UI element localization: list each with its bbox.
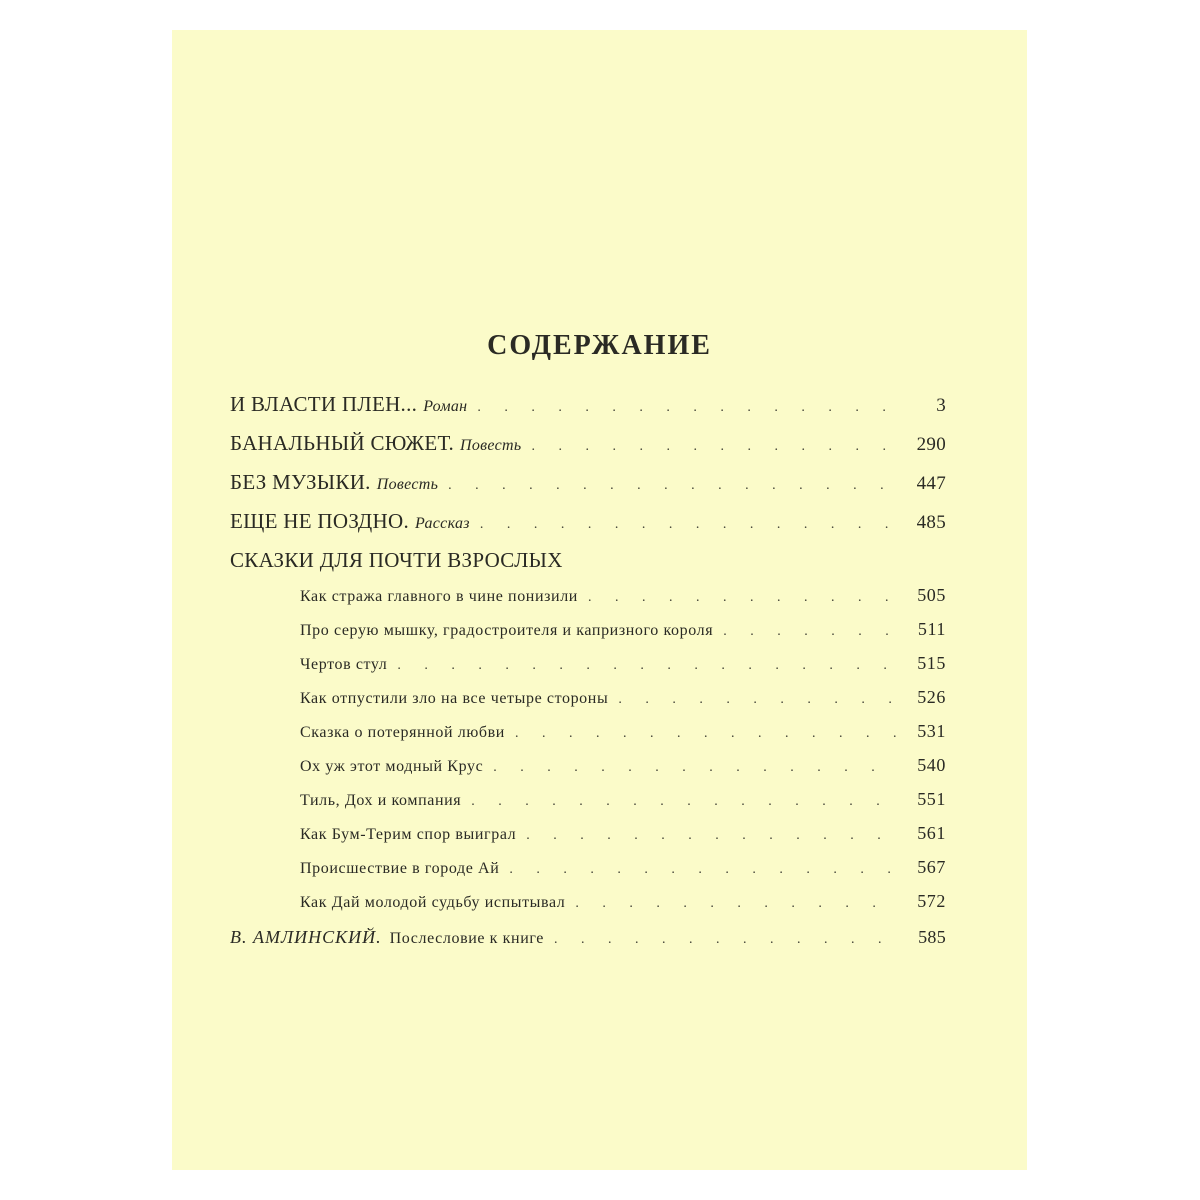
page-title: СОДЕРЖАНИЕ: [487, 330, 712, 361]
page-number: 572: [917, 891, 946, 911]
entry-title: Ох уж этот модный Крус: [300, 758, 484, 775]
page-number: 3: [936, 395, 946, 416]
entry-title: Как Дай молодой судьбу испытывал: [300, 894, 566, 911]
entry-title: ЕЩЕ НЕ ПОЗДНО.: [230, 509, 410, 533]
entry-title: БАНАЛЬНЫЙ СЮЖЕТ.: [230, 431, 455, 455]
dot-leader: [554, 932, 896, 948]
dot-leader: [509, 862, 896, 878]
entry-kind: Рассказ: [415, 515, 470, 532]
entry-title: Тиль, Дох и компания: [300, 792, 462, 809]
dot-leader: [480, 517, 896, 533]
page-number: 531: [917, 721, 946, 741]
toc-entry[interactable]: [230, 509, 946, 534]
toc-subentry[interactable]: [300, 857, 946, 878]
toc-subentry[interactable]: [300, 653, 946, 674]
page-number: 290: [916, 434, 946, 455]
page-number: 485: [916, 512, 946, 533]
dot-leader: [618, 692, 896, 708]
toc-subentry[interactable]: [300, 687, 946, 708]
entry-kind: Повесть: [376, 476, 439, 493]
dot-leader: [575, 896, 896, 912]
toc-subentry[interactable]: [300, 823, 946, 844]
afterword-author: В. АМЛИНСКИЙ.: [230, 927, 382, 947]
page-number: 561: [917, 823, 946, 843]
toc-subentry[interactable]: [300, 755, 946, 776]
dot-leader: [493, 760, 896, 776]
toc-subentry[interactable]: [300, 619, 946, 640]
toc-subentry[interactable]: [300, 891, 946, 912]
dot-leader: [397, 658, 896, 674]
page-number: 526: [917, 687, 946, 707]
page-number: 515: [917, 653, 946, 673]
page-number: 567: [917, 857, 946, 877]
page-number: 585: [918, 927, 946, 947]
page-number: 505: [917, 585, 946, 605]
entry-title: Как Бум-Терим спор выиграл: [300, 826, 517, 843]
entry-title: Как отпустили зло на все четыре стороны: [300, 690, 609, 707]
entry-title: СКАЗКИ ДЛЯ ПОЧТИ ВЗРОСЛЫХ: [230, 548, 563, 572]
toc-entry[interactable]: [230, 392, 946, 417]
entry-title: БЕЗ МУЗЫКИ.: [230, 470, 371, 494]
toc-section-heading[interactable]: [230, 548, 946, 573]
page-number: 511: [917, 619, 946, 639]
toc-entry[interactable]: [230, 431, 946, 456]
page-number: 540: [917, 755, 946, 775]
toc-subentry[interactable]: [300, 721, 946, 742]
toc-subentry[interactable]: [300, 789, 946, 810]
dot-leader: [588, 590, 896, 606]
entry-title: Послесловие к книге: [389, 930, 545, 947]
entry-title: Как стража главного в чине понизили: [300, 588, 578, 605]
page-number: 447: [916, 473, 946, 494]
entry-title: Сказка о потерянной любви: [300, 724, 505, 741]
dot-leader: [531, 439, 896, 455]
entry-title: Происшествие в городе Ай: [300, 860, 500, 877]
book-page: [172, 30, 1027, 1170]
entry-title: Про серую мышку, градостроителя и капризного короля: [300, 622, 714, 639]
toc-subentry[interactable]: [300, 585, 946, 606]
page-number: 551: [917, 789, 946, 809]
dot-leader: [526, 828, 896, 844]
table-of-contents: [172, 30, 1027, 1170]
dot-leader: [448, 478, 896, 494]
dot-leader: [477, 400, 896, 416]
entry-title: И ВЛАСТИ ПЛЕН...: [230, 392, 418, 416]
dot-leader: [471, 794, 896, 810]
entry-kind: Повесть: [460, 437, 522, 454]
dot-leader: [723, 624, 896, 640]
dot-leader: [515, 726, 896, 742]
toc-afterword[interactable]: [230, 927, 946, 948]
toc-entry[interactable]: [230, 470, 946, 495]
entry-title: Чертов стул: [300, 656, 388, 673]
entry-kind: Роман: [423, 398, 468, 415]
